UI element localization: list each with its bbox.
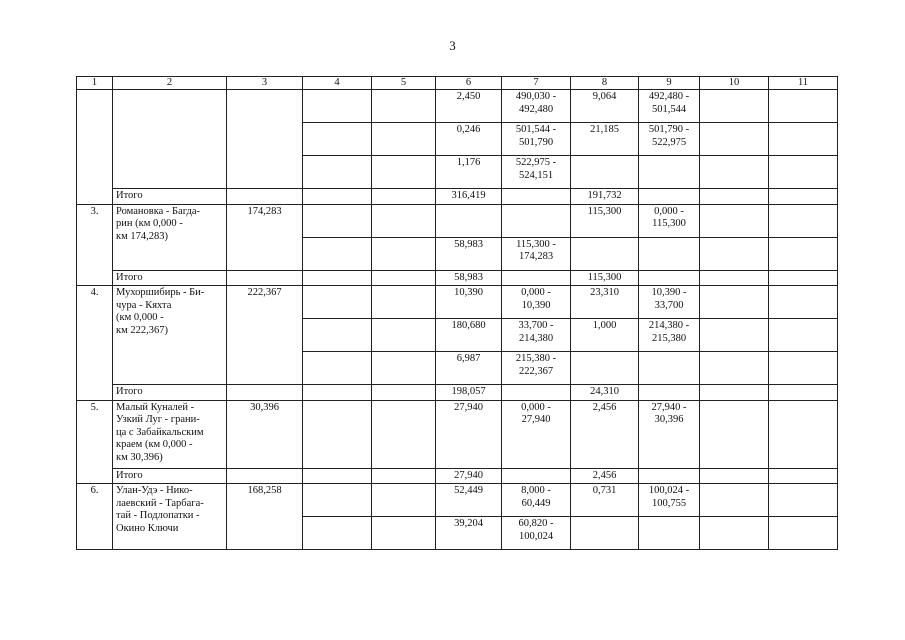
table-row (77, 286, 838, 319)
cell-empty (700, 400, 769, 468)
cell-c9: 100,024 - 100,755 (639, 484, 700, 517)
cell-empty (303, 270, 372, 286)
cell-c9: 492,480 - 501,544 (639, 90, 700, 123)
cell-empty (303, 468, 372, 484)
cell-c6: 10,390 (436, 286, 502, 319)
column-number: 6 (436, 77, 502, 90)
cell-c8 (571, 237, 639, 270)
cell-c6: 0,246 (436, 123, 502, 156)
cell-empty (372, 517, 436, 550)
cell-c8: 9,064 (571, 90, 639, 123)
column-number: 9 (639, 77, 700, 90)
cell-c6 (436, 204, 502, 237)
column-number: 4 (303, 77, 372, 90)
column-number: 10 (700, 77, 769, 90)
column-number: 7 (502, 77, 571, 90)
total-c8: 2,456 (571, 468, 639, 484)
cell-length (227, 90, 303, 189)
road-name: Малый Куналей - Узкий Луг - грани- ца с Забайкальским краем (км 0,000 - км 30,396) (113, 400, 227, 468)
cell-empty (227, 468, 303, 484)
cell-c9: 10,390 - 33,700 (639, 286, 700, 319)
total-row (77, 385, 838, 401)
cell-c8: 115,300 (571, 204, 639, 237)
cell-empty (769, 204, 838, 237)
column-number: 5 (372, 77, 436, 90)
road-length: 168,258 (227, 484, 303, 550)
cell-empty (639, 385, 700, 401)
cell-c7: 0,000 - 27,940 (502, 400, 571, 468)
cell-empty (372, 90, 436, 123)
cell-empty (372, 352, 436, 385)
cell-empty (303, 156, 372, 189)
cell-c8 (571, 517, 639, 550)
column-number-row (77, 77, 838, 90)
total-label: Итого (113, 385, 227, 401)
cell-c8 (571, 156, 639, 189)
cell-empty (303, 352, 372, 385)
road-name: Улан-Удэ - Нико- лаевский - Тарбага- тай - Подлопатки - Окино Ключи (113, 484, 227, 550)
cell-empty (372, 319, 436, 352)
total-row (77, 270, 838, 286)
cell-empty (303, 90, 372, 123)
road-name: Мухоршибирь - Би- чура - Кяхта (км 0,000 - км 222,367) (113, 286, 227, 385)
cell-empty (769, 468, 838, 484)
cell-empty (769, 517, 838, 550)
cell-c6: 27,940 (436, 400, 502, 468)
cell-empty (502, 468, 571, 484)
cell-empty (769, 189, 838, 205)
road-table (76, 76, 838, 550)
cell-name (113, 90, 227, 189)
cell-c9: 214,380 - 215,380 (639, 319, 700, 352)
cell-empty (700, 286, 769, 319)
cell-empty (769, 237, 838, 270)
cell-empty (502, 270, 571, 286)
road-length: 30,396 (227, 400, 303, 468)
cell-c7: 115,300 - 174,283 (502, 237, 571, 270)
cell-c8: 23,310 (571, 286, 639, 319)
cell-c7: 60,820 - 100,024 (502, 517, 571, 550)
cell-empty (700, 123, 769, 156)
cell-empty (769, 385, 838, 401)
table-row (77, 400, 838, 468)
cell-empty (700, 385, 769, 401)
cell-empty (700, 319, 769, 352)
cell-empty (227, 385, 303, 401)
total-row (77, 189, 838, 205)
cell-c9: 27,940 - 30,396 (639, 400, 700, 468)
cell-empty (769, 286, 838, 319)
cell-c6: 52,449 (436, 484, 502, 517)
cell-c8: 1,000 (571, 319, 639, 352)
cell-empty (700, 517, 769, 550)
road-number: 5. (77, 400, 113, 484)
cell-empty (639, 189, 700, 205)
cell-empty (769, 484, 838, 517)
cell-empty (303, 286, 372, 319)
table-row (77, 484, 838, 517)
cell-empty (372, 468, 436, 484)
cell-c7 (502, 204, 571, 237)
cell-empty (303, 319, 372, 352)
cell-empty (700, 352, 769, 385)
road-length: 174,283 (227, 204, 303, 270)
cell-c7: 522,975 - 524,151 (502, 156, 571, 189)
cell-empty (639, 270, 700, 286)
cell-c6: 6,987 (436, 352, 502, 385)
cell-c7: 33,700 - 214,380 (502, 319, 571, 352)
cell-empty (700, 468, 769, 484)
cell-empty (372, 237, 436, 270)
column-number: 3 (227, 77, 303, 90)
column-number: 1 (77, 77, 113, 90)
cell-empty (372, 189, 436, 205)
cell-c7: 8,000 - 60,449 (502, 484, 571, 517)
total-c6: 58,983 (436, 270, 502, 286)
cell-empty (700, 204, 769, 237)
road-number: 6. (77, 484, 113, 550)
cell-empty (769, 90, 838, 123)
cell-c9 (639, 156, 700, 189)
cell-c9: 0,000 - 115,300 (639, 204, 700, 237)
cell-empty (769, 400, 838, 468)
cell-empty (700, 189, 769, 205)
total-c8: 191,732 (571, 189, 639, 205)
cell-empty (700, 270, 769, 286)
road-name: Романовка - Багда- рин (км 0,000 - км 174,283) (113, 204, 227, 270)
total-label: Итого (113, 270, 227, 286)
cell-c8: 21,185 (571, 123, 639, 156)
cell-empty (303, 385, 372, 401)
cell-empty (769, 156, 838, 189)
column-number: 2 (113, 77, 227, 90)
table-row (77, 90, 838, 123)
cell-c9 (639, 352, 700, 385)
cell-empty (700, 484, 769, 517)
cell-c7: 215,380 - 222,367 (502, 352, 571, 385)
cell-c6: 1,176 (436, 156, 502, 189)
cell-empty (372, 484, 436, 517)
cell-c8: 2,456 (571, 400, 639, 468)
cell-empty (372, 286, 436, 319)
cell-empty (227, 189, 303, 205)
cell-c9 (639, 517, 700, 550)
cell-empty (372, 204, 436, 237)
total-c8: 24,310 (571, 385, 639, 401)
cell-num (77, 90, 113, 205)
cell-empty (303, 517, 372, 550)
cell-empty (303, 189, 372, 205)
cell-c6: 58,983 (436, 237, 502, 270)
cell-empty (227, 270, 303, 286)
cell-c9: 501,790 - 522,975 (639, 123, 700, 156)
total-label: Итого (113, 189, 227, 205)
cell-empty (769, 319, 838, 352)
cell-empty (700, 237, 769, 270)
total-row (77, 468, 838, 484)
cell-empty (769, 352, 838, 385)
cell-c6: 2,450 (436, 90, 502, 123)
column-number: 8 (571, 77, 639, 90)
cell-empty (372, 270, 436, 286)
cell-empty (502, 385, 571, 401)
road-number: 3. (77, 204, 113, 286)
cell-empty (303, 400, 372, 468)
cell-empty (303, 204, 372, 237)
cell-empty (372, 123, 436, 156)
cell-c8 (571, 352, 639, 385)
cell-c7: 501,544 - 501,790 (502, 123, 571, 156)
cell-empty (303, 484, 372, 517)
total-c6: 316,419 (436, 189, 502, 205)
cell-c8: 0,731 (571, 484, 639, 517)
cell-c6: 39,204 (436, 517, 502, 550)
cell-empty (700, 156, 769, 189)
cell-c6: 180,680 (436, 319, 502, 352)
column-number: 11 (769, 77, 838, 90)
cell-empty (769, 270, 838, 286)
cell-empty (303, 123, 372, 156)
road-number: 4. (77, 286, 113, 401)
cell-c9 (639, 237, 700, 270)
cell-empty (372, 385, 436, 401)
cell-empty (372, 400, 436, 468)
total-label: Итого (113, 468, 227, 484)
table-row (77, 204, 838, 237)
page-number: 3 (449, 38, 456, 53)
total-c6: 27,940 (436, 468, 502, 484)
cell-empty (769, 123, 838, 156)
cell-empty (372, 156, 436, 189)
cell-empty (639, 468, 700, 484)
total-c6: 198,057 (436, 385, 502, 401)
road-length: 222,367 (227, 286, 303, 385)
cell-empty (700, 90, 769, 123)
total-c8: 115,300 (571, 270, 639, 286)
cell-c7: 0,000 - 10,390 (502, 286, 571, 319)
cell-c7: 490,030 - 492,480 (502, 90, 571, 123)
cell-empty (303, 237, 372, 270)
cell-empty (502, 189, 571, 205)
